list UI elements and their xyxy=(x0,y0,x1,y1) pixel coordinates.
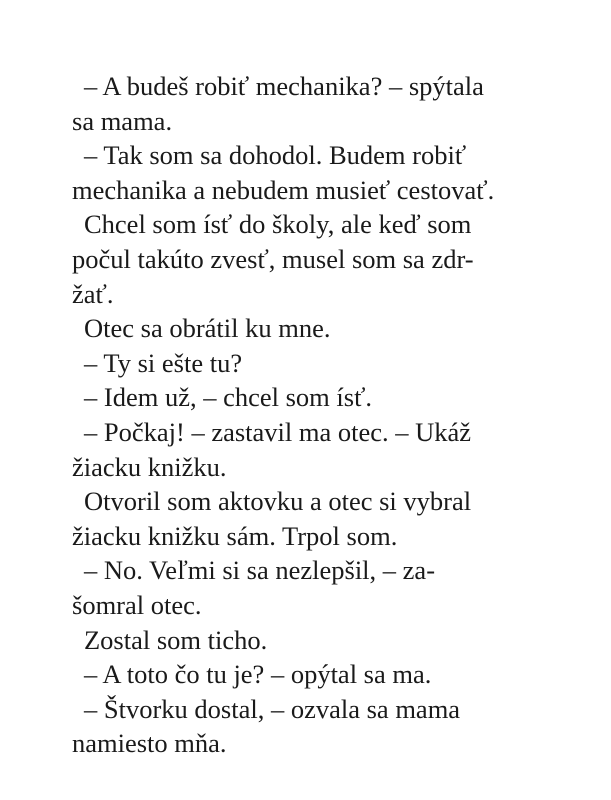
text-line: Otec sa obrátil ku mne. xyxy=(84,313,331,344)
text-line: – Idem už, – chcel som ísť. xyxy=(84,382,373,413)
document-page xyxy=(72,69,572,761)
text-line: sa mama. xyxy=(72,105,173,136)
text-line: žiacku knižku. xyxy=(72,451,227,482)
text-line: – Počkaj! – zastavil ma otec. – Ukáž xyxy=(84,416,472,447)
text-line: mechanika a nebudem musieť cestovať. xyxy=(72,174,495,205)
text-line: – No. Veľmi si sa nezlepšil, – za- xyxy=(84,555,436,586)
text-line: – A budeš robiť mechanika? – spýtala xyxy=(84,71,484,101)
text-line: šomral otec. xyxy=(72,589,202,620)
text-line: – Tak som sa dohodol. Budem robiť xyxy=(84,140,467,171)
text-line: namiesto mňa. xyxy=(72,728,227,759)
text-line: žať. xyxy=(72,278,114,309)
text-line: počul takúto zvesť, musel som sa zdr- xyxy=(72,243,474,274)
text-line: Zostal som ticho. xyxy=(84,624,268,655)
text-line: Otvoril som aktovku a otec si vybral xyxy=(84,486,472,517)
text-line: žiacku knižku sám. Trpol som. xyxy=(72,520,398,551)
text-line: – A toto čo tu je? – opýtal sa ma. xyxy=(84,659,432,690)
text-line: – Štvorku dostal, – ozvala sa mama xyxy=(84,693,461,724)
text-line: – Ty si ešte tu? xyxy=(84,347,243,378)
text-line: Chcel som ísť do školy, ale keď som xyxy=(84,209,472,240)
